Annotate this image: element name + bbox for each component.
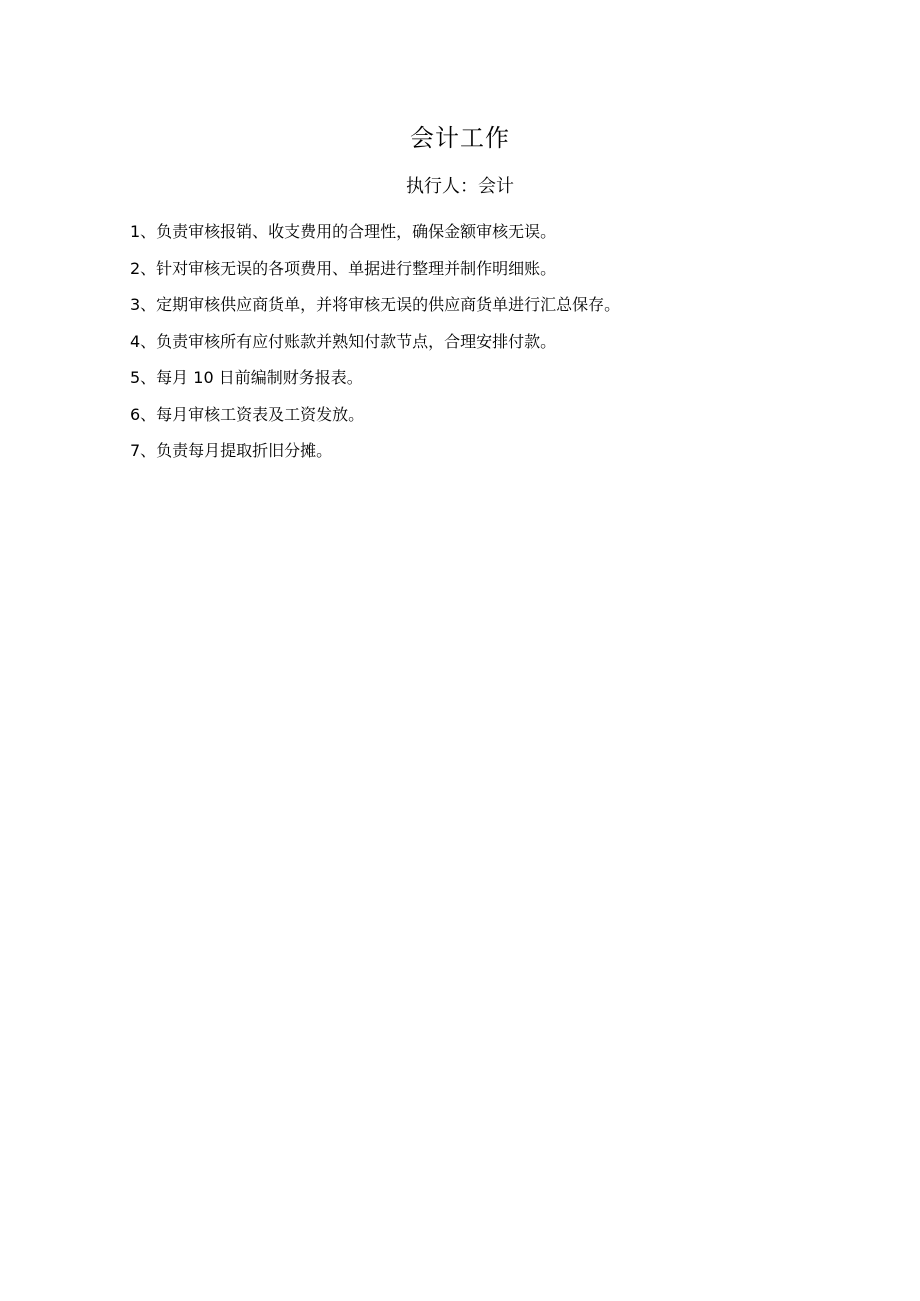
task-item-5: 5、每月 10 日前编制财务报表。 bbox=[130, 368, 363, 387]
task-list bbox=[130, 216, 830, 472]
document-subtitle: 执行人：会计 bbox=[406, 176, 514, 197]
task-item-1: 1、负责审核报销、收支费用的合理性，确保金额审核无误。 bbox=[130, 222, 557, 241]
task-item-2: 2、针对审核无误的各项费用、单据进行整理并制作明细账。 bbox=[130, 258, 557, 278]
document-title: 会计工作 bbox=[410, 124, 510, 152]
task-item-4: 4、负责审核所有应付账款并熟知付款节点，合理安排付款。 bbox=[130, 331, 557, 351]
task-item-6: 6、每月审核工资表及工资发放。 bbox=[130, 404, 365, 424]
task-item-3: 3、定期审核供应商货单，并将审核无误的供应商货单进行汇总保存。 bbox=[130, 295, 621, 314]
task-item-7: 7、负责每月提取折旧分摊。 bbox=[130, 441, 333, 460]
